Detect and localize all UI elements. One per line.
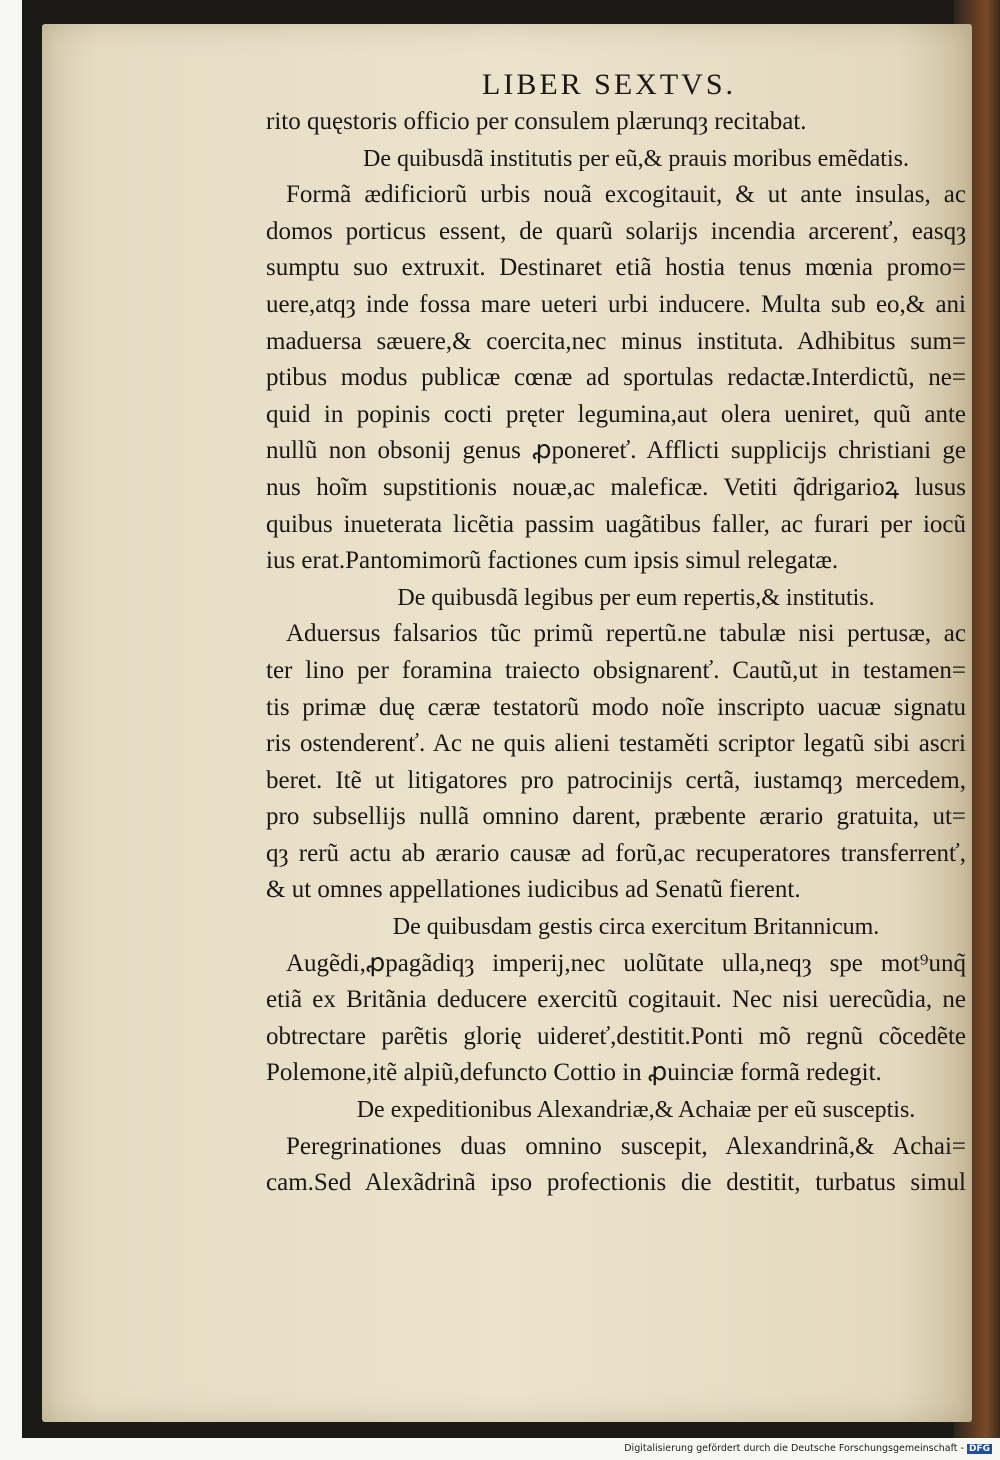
text-line: qȝ rerũ actu ab ærario causæ ad forũ,ac recuperatores transferrenť,	[266, 839, 966, 867]
section-heading: De quibusdam gestis circa exercitum Britannicum.	[392, 914, 880, 941]
section-heading: De expeditionibus Alexandriæ,& Achaiæ per eũ susceptis.	[356, 1097, 916, 1124]
running-header: LIBER SEXTVS.	[482, 68, 737, 101]
text-line: quid in popinis cocti pręter legumina,aut olera ueniret, quũ ante	[266, 400, 966, 428]
text-line: tis primæ duę cæræ testatorũ modo noĩe inscripto uacuæ signatu	[266, 693, 966, 721]
text-line: & ut omnes appellationes iudicibus ad Senatũ fierent.	[266, 876, 801, 904]
text-line: etiã ex Britãnia deducere exercitũ cogitauit. Nec nisi uerecũdia, ne	[266, 986, 966, 1014]
section-heading: De quibusdã legibus per eum repertis,& institutis.	[397, 584, 875, 611]
section-heading: De quibusdã institutis per eũ,& prauis moribus emẽdatis.	[363, 145, 909, 172]
text-line: Polemone,itẽ alpiũ,defuncto Cottio in ꝓuinciæ formã redegit.	[266, 1059, 882, 1087]
text-line: Aduersus falsarios tũc primũ repertũ.ne tabulæ nisi pertusæ, ac	[286, 620, 966, 648]
text-line: rito quęstoris officio per consulem plærunqȝ recitabat.	[266, 108, 807, 135]
text-line: beret. Itẽ ut litigatores pro patrocinijs certã, iustamqȝ mercedem,	[266, 766, 966, 794]
dfg-logo: DFG	[968, 1443, 990, 1454]
page-text	[266, 104, 966, 1202]
credit-text: Digitalisierung gefördert durch die Deutsche Forschungsgemeinschaft -	[624, 1443, 964, 1454]
text-line: nus hoĩm supstitionis nouæ,ac maleficæ. Vetiti q̃drigarioꝝ lusus	[266, 473, 966, 501]
text-line: Peregrinationes duas omnino suscepit, Alexandrinã,& Achai=	[286, 1132, 966, 1160]
text-line: maduersa sæuere,& coercita,nec minus instituta. Adhibitus sum=	[266, 327, 966, 355]
text-line: ius erat.Pantomimorũ factiones cum ipsis simul relegatæ.	[266, 547, 839, 575]
text-line: ptibus modus publicæ cœnæ ad sportulas redactæ.Interdictũ, ne=	[266, 364, 966, 392]
text-line: cam.Sed Alexãdrinã ipso profectionis die destitit, turbatus simul	[266, 1169, 966, 1197]
digitization-credit	[624, 1443, 992, 1454]
text-line: domos porticus essent, de quarũ solarijs incendia arcerenť, easqȝ	[266, 217, 966, 245]
text-line: nullũ non obsonij genus ꝓponereť. Afflicti supplicijs christiani ge	[266, 437, 966, 465]
text-line: uere,atqȝ inde fossa mare ueteri urbi inducere. Multa sub eo,& ani	[266, 290, 966, 318]
text-line: sumptu suo extruxit. Destinaret etiã hostia tenus mœnia promo=	[266, 254, 966, 282]
text-line: ris ostenderenť. Ac ne quis alieni testaměti scriptor legatũ sibi ascri	[266, 730, 966, 758]
text-line: ter lino per foramina traiecto obsignarenť. Cautũ,ut in testamen=	[266, 656, 966, 684]
text-line: Formã ædificiorũ urbis nouã excogitauit, & ut ante insulas, ac	[286, 181, 966, 209]
text-line: Augẽdi,ꝓpagãdiqȝ imperij,nec uolũtate ulla,neqȝ spe mot⁹unq̃	[286, 949, 966, 977]
text-line: obtrectare parẽtis glorię uidereť,destitit.Ponti mõ regnũ cõcedẽte	[266, 1022, 966, 1050]
text-line: pro subsellijs nullã omnino darent, præbente ærario gratuita, ut=	[266, 803, 966, 831]
text-line: quibus inueterata licẽtia passim uagãtibus faller, ac furari per iocũ	[266, 510, 966, 538]
